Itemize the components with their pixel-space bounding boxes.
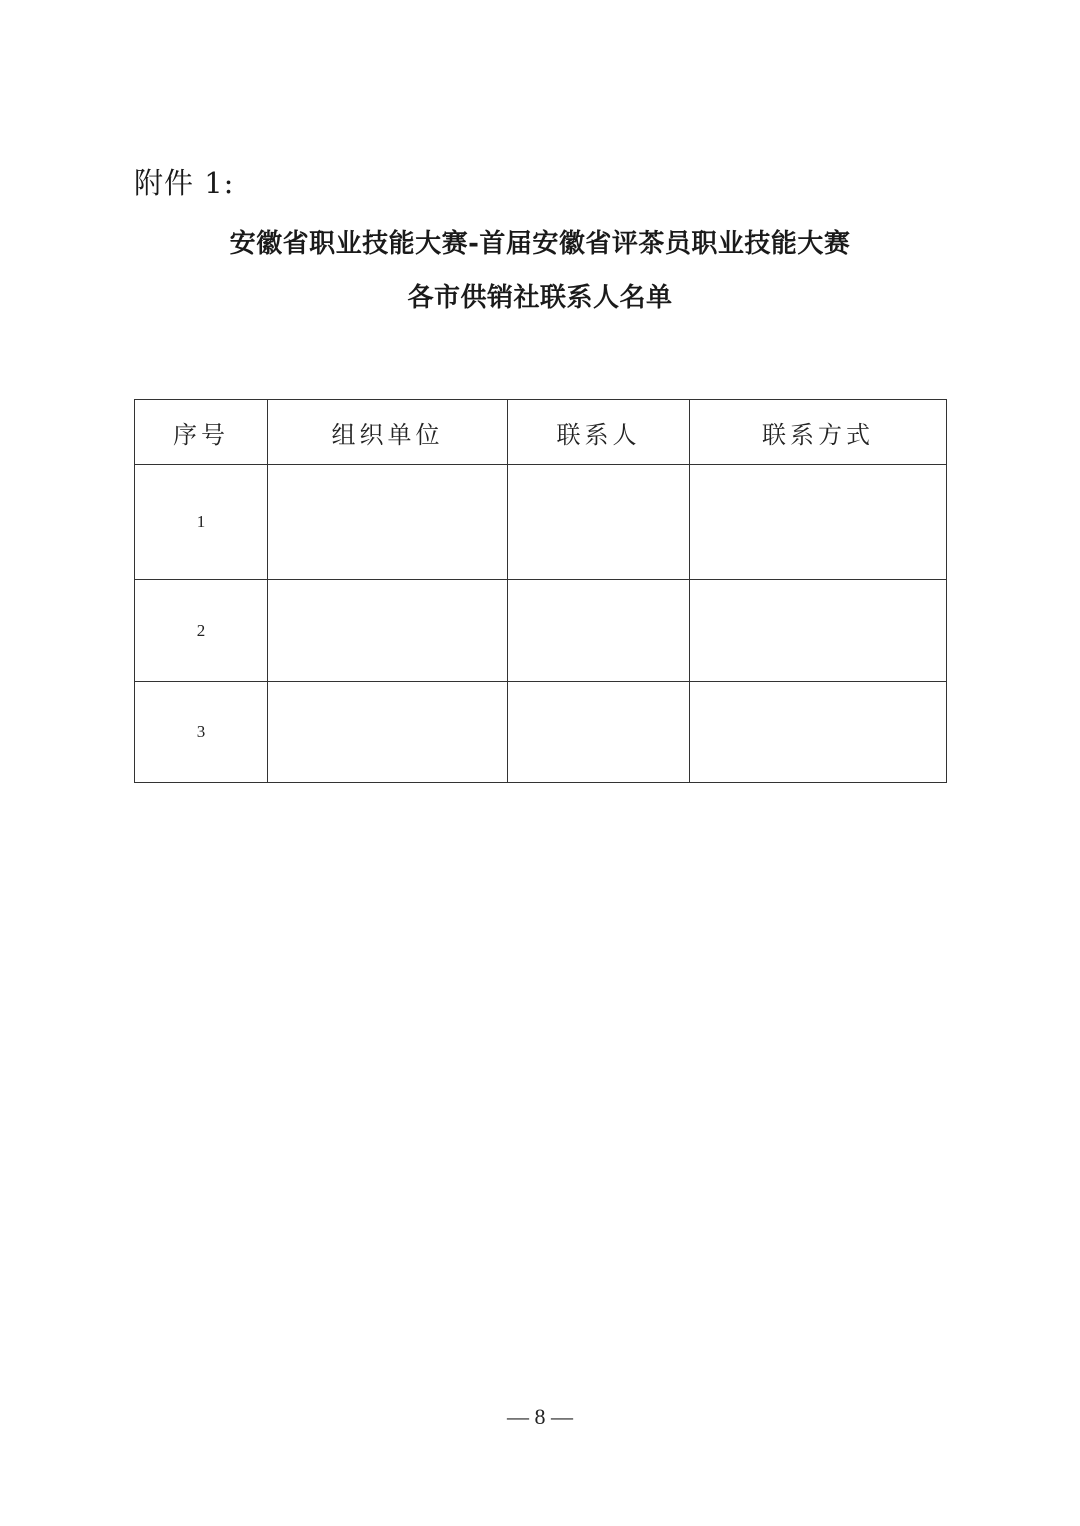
cell-contact-person [508, 465, 690, 580]
cell-contact-person [508, 580, 690, 682]
header-index: 序号 [135, 400, 268, 465]
table-header-row [135, 400, 947, 465]
contacts-table [134, 399, 947, 783]
cell-organization [268, 682, 508, 783]
page-number: — 8 — [507, 1404, 573, 1429]
attachment-label: 附件 1: [134, 166, 235, 200]
header-organization: 组织单位 [268, 400, 508, 465]
cell-contact-person [508, 682, 690, 783]
cell-index: 2 [135, 580, 268, 682]
cell-index: 3 [135, 682, 268, 783]
cell-index: 1 [135, 465, 268, 580]
document-subtitle: 各市供销社联系人名单 [407, 283, 673, 313]
table-row [135, 580, 947, 682]
table-row [135, 682, 947, 783]
cell-organization [268, 580, 508, 682]
cell-contact-method [690, 580, 947, 682]
cell-organization [268, 465, 508, 580]
table-row [135, 465, 947, 580]
document-title: 安徽省职业技能大赛-首届安徽省评茶员职业技能大赛 [229, 229, 851, 259]
header-contact-method: 联系方式 [690, 400, 947, 465]
cell-contact-method [690, 465, 947, 580]
header-contact-person: 联系人 [508, 400, 690, 465]
cell-contact-method [690, 682, 947, 783]
